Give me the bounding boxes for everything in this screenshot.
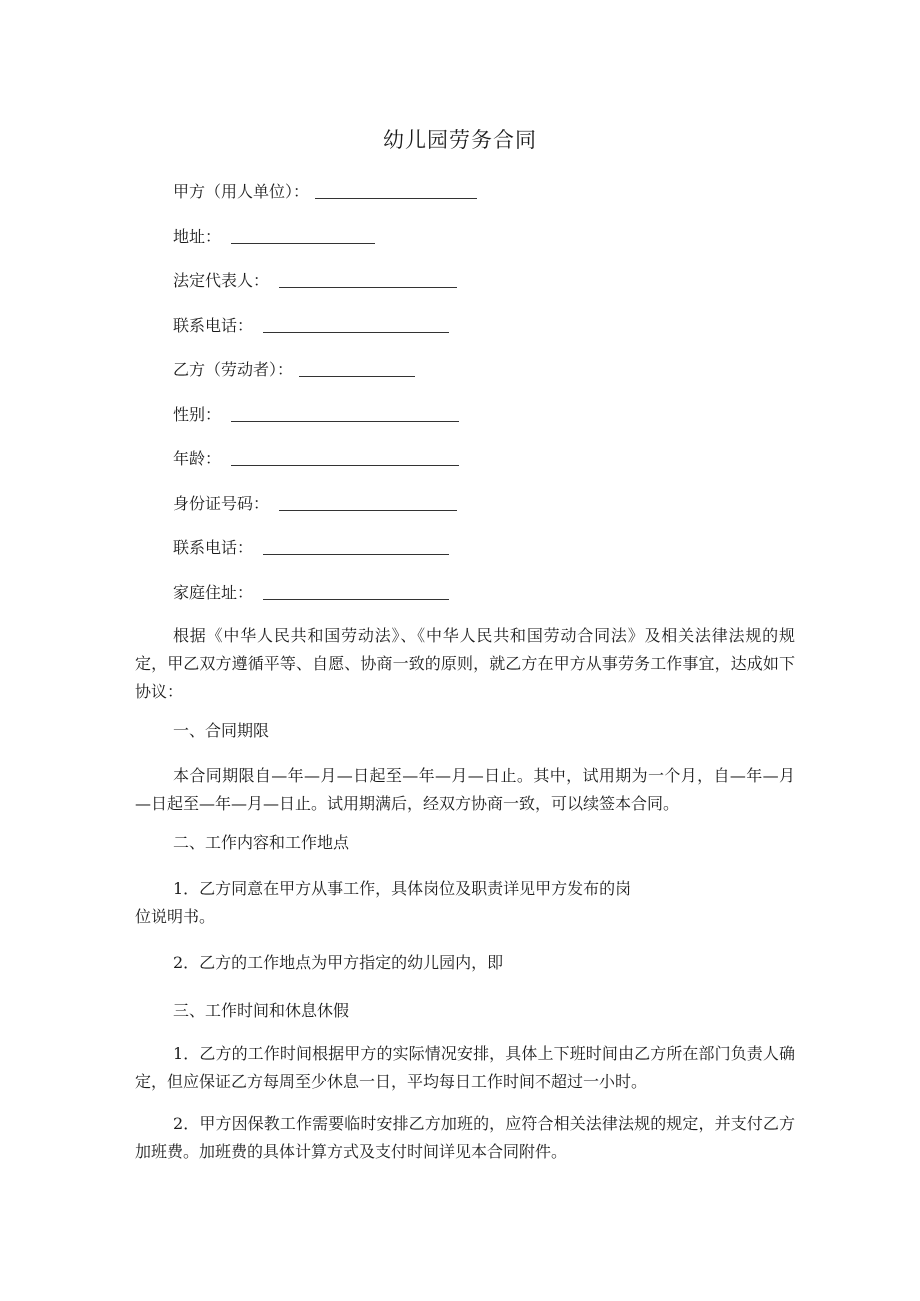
field-label: 联系电话： bbox=[173, 316, 254, 335]
blank-line[interactable] bbox=[279, 496, 457, 511]
section-2-item-1-line-1: 1．乙方同意在甲方从事工作，具体岗位及职责详见甲方发布的岗 bbox=[173, 879, 632, 898]
field-label: 联系电话： bbox=[173, 538, 254, 557]
field-address bbox=[173, 226, 375, 248]
field-id-number bbox=[173, 493, 457, 515]
section-2-heading: 二、工作内容和工作地点 bbox=[173, 833, 350, 852]
blank-line[interactable] bbox=[231, 451, 459, 466]
blank-line[interactable] bbox=[315, 184, 477, 199]
section-3-item-2: 2．甲方因保教工作需要临时安排乙方加班的，应符合相关法律法规的规定，并支付乙方加班费。加班费的具体计算方式及支付时间详见本合同附件。 bbox=[135, 1114, 795, 1161]
field-party-a bbox=[173, 181, 477, 203]
field-party-b bbox=[173, 359, 415, 381]
intro-paragraph: 根据《中华人民共和国劳动法》、《中华人民共和国劳动合同法》及相关法律法规的规定，甲乙双方遵循平等、自愿、协商一致的原则，就乙方在甲方从事劳务工作事宜，达成如下协议： bbox=[135, 626, 795, 701]
field-label: 年龄： bbox=[173, 449, 222, 468]
blank-line[interactable] bbox=[263, 540, 449, 555]
section-3-heading: 三、工作时间和休息休假 bbox=[173, 1001, 350, 1020]
field-phone-a bbox=[173, 315, 449, 337]
field-label: 甲方（用人单位）： bbox=[173, 182, 310, 201]
field-home-address bbox=[173, 582, 449, 604]
field-label: 性别： bbox=[173, 405, 222, 424]
section-1-text: 本合同期限自—年—月—日起至—年—月—日止。其中，试用期为一个月，自—年—月—日起至—年—月—日止。试用期满后，经双方协商一致，可以续签本合同。 bbox=[135, 766, 795, 813]
blank-line[interactable] bbox=[263, 585, 449, 600]
section-3-item-1: 1．乙方的工作时间根据甲方的实际情况安排，具体上下班时间由乙方所在部门负责人确定，但应保证乙方每周至少休息一日，平均每日工作时间不超过一小时。 bbox=[135, 1044, 795, 1091]
field-phone-b bbox=[173, 537, 449, 559]
field-label: 法定代表人： bbox=[173, 271, 270, 290]
blank-line[interactable] bbox=[299, 362, 415, 377]
blank-line[interactable] bbox=[263, 318, 449, 333]
section-2-item-1-line-2: 位说明书。 bbox=[135, 907, 216, 926]
blank-line[interactable] bbox=[231, 229, 375, 244]
field-legal-rep bbox=[173, 270, 457, 292]
field-label: 身份证号码： bbox=[173, 494, 270, 513]
field-label: 地址： bbox=[173, 227, 222, 246]
field-label: 家庭住址： bbox=[173, 583, 254, 602]
field-gender bbox=[173, 404, 459, 426]
section-2-item-2: 2．乙方的工作地点为甲方指定的幼儿园内，即 bbox=[173, 953, 504, 972]
field-label: 乙方（劳动者）： bbox=[173, 360, 294, 379]
blank-line[interactable] bbox=[279, 273, 457, 288]
field-age bbox=[173, 448, 459, 470]
blank-line[interactable] bbox=[231, 407, 459, 422]
document-title: 幼儿园劳务合同 bbox=[383, 128, 537, 152]
section-1-heading: 一、合同期限 bbox=[173, 721, 270, 740]
